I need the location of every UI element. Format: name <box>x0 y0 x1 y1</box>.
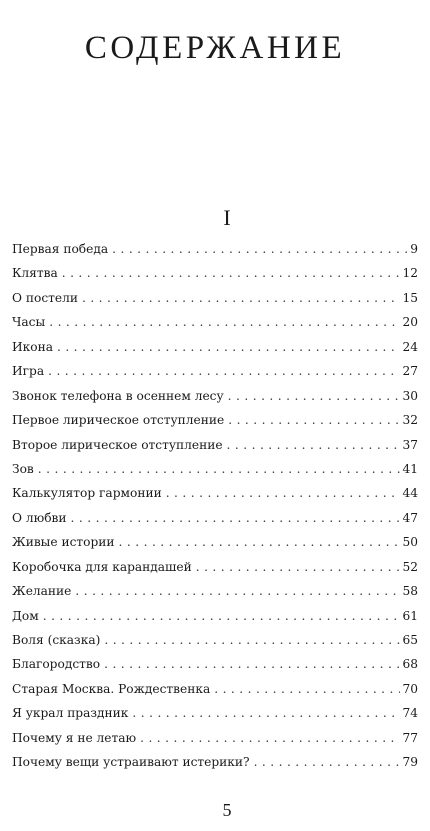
dot-leader <box>75 579 400 603</box>
entry-page-number: 77 <box>402 730 418 745</box>
toc-entry <box>12 604 418 628</box>
toc-entry <box>12 579 418 603</box>
entry-title: Воля (сказка) <box>12 633 101 647</box>
toc-entry <box>12 384 418 408</box>
entry-page-number: 9 <box>410 242 418 256</box>
entry-page-number: 44 <box>402 486 418 501</box>
entry-page-number: 27 <box>402 364 418 379</box>
dot-leader <box>57 335 401 359</box>
dot-leader <box>214 677 400 701</box>
dot-leader <box>196 555 401 579</box>
entry-title: Первое лирическое отступление <box>12 413 225 428</box>
toc-entry <box>12 701 418 725</box>
entry-page-number: 41 <box>402 461 418 476</box>
entry-title: Я украл праздник <box>12 706 129 721</box>
entry-title: Старая Москва. Рождественка <box>12 681 211 696</box>
entry-title: Второе лирическое отступление <box>12 437 223 452</box>
entry-title: Почему я не летаю <box>12 730 137 745</box>
entry-page-number: 58 <box>402 584 418 599</box>
dot-leader <box>62 261 401 285</box>
dot-leader <box>132 701 400 725</box>
entry-title: Часы <box>12 315 46 330</box>
toc-entry <box>12 457 418 481</box>
entry-page-number: 79 <box>402 755 418 770</box>
entry-title: Почему вещи устраивают истерики? <box>12 755 250 770</box>
entry-page-number: 65 <box>402 633 418 647</box>
entry-page-number: 50 <box>402 535 418 550</box>
entry-page-number: 37 <box>402 437 418 452</box>
entry-page-number: 47 <box>402 510 418 525</box>
entry-title: Икона <box>12 339 53 354</box>
entry-page-number: 15 <box>402 290 418 305</box>
dot-leader <box>38 457 401 481</box>
entry-title: Дом <box>12 608 39 623</box>
toc-entry <box>12 652 418 676</box>
toc-entry <box>12 335 418 359</box>
toc-entry <box>12 506 418 530</box>
entry-page-number: 12 <box>402 266 418 281</box>
entry-title: Благородство <box>12 657 101 672</box>
entry-page-number: 61 <box>402 608 418 623</box>
entry-page-number: 24 <box>402 339 418 354</box>
entry-page-number: 52 <box>402 559 418 574</box>
entry-title: Игра <box>12 364 45 379</box>
toc-entry <box>12 261 418 285</box>
dot-leader <box>254 750 401 774</box>
dot-leader <box>166 481 401 505</box>
entry-page-number: 68 <box>402 657 418 672</box>
entry-title: Первая победа <box>12 242 109 256</box>
toc-entry <box>12 726 418 750</box>
toc-entry <box>12 555 418 579</box>
page-number: 5 <box>222 800 232 820</box>
entry-title: Желание <box>12 584 72 599</box>
toc-entry <box>12 408 418 432</box>
entry-page-number: 74 <box>402 706 418 721</box>
entry-title: Живые истории <box>12 535 115 550</box>
dot-leader <box>82 286 401 310</box>
dot-leader <box>49 310 400 334</box>
toc-entry <box>12 433 418 457</box>
toc-entry <box>12 286 418 310</box>
dot-leader <box>104 652 400 676</box>
entry-page-number: 32 <box>402 413 418 428</box>
dot-leader <box>119 530 401 554</box>
entry-title: О любви <box>12 510 67 525</box>
toc-entry <box>12 530 418 554</box>
page-title: СОДЕРЖАНИЕ <box>84 30 346 67</box>
dot-leader <box>228 384 401 408</box>
entry-title: О постели <box>12 290 78 305</box>
entry-title: Клятва <box>12 266 58 281</box>
entry-page-number: 30 <box>402 388 418 403</box>
table-of-contents <box>12 237 418 775</box>
dot-leader <box>43 604 401 628</box>
entry-title: Коробочка для карандашей <box>12 559 192 574</box>
section-numeral: I <box>223 205 231 230</box>
dot-leader <box>71 506 401 530</box>
toc-entry <box>12 310 418 334</box>
toc-entry <box>12 237 418 261</box>
entry-page-number: 70 <box>402 681 418 696</box>
dot-leader <box>140 726 400 750</box>
entry-page-number: 20 <box>402 315 418 330</box>
toc-entry <box>12 628 418 652</box>
dot-leader <box>112 237 408 261</box>
entry-title: Калькулятор гармонии <box>12 486 162 501</box>
dot-leader <box>104 628 400 652</box>
entry-title: Звонок телефона в осеннем лесу <box>12 388 224 403</box>
toc-entry <box>12 481 418 505</box>
dot-leader <box>48 359 400 383</box>
toc-entry <box>12 677 418 701</box>
dot-leader <box>228 408 400 432</box>
dot-leader <box>227 433 401 457</box>
toc-entry <box>12 359 418 383</box>
toc-entry <box>12 750 418 774</box>
entry-title: Зов <box>12 461 34 476</box>
